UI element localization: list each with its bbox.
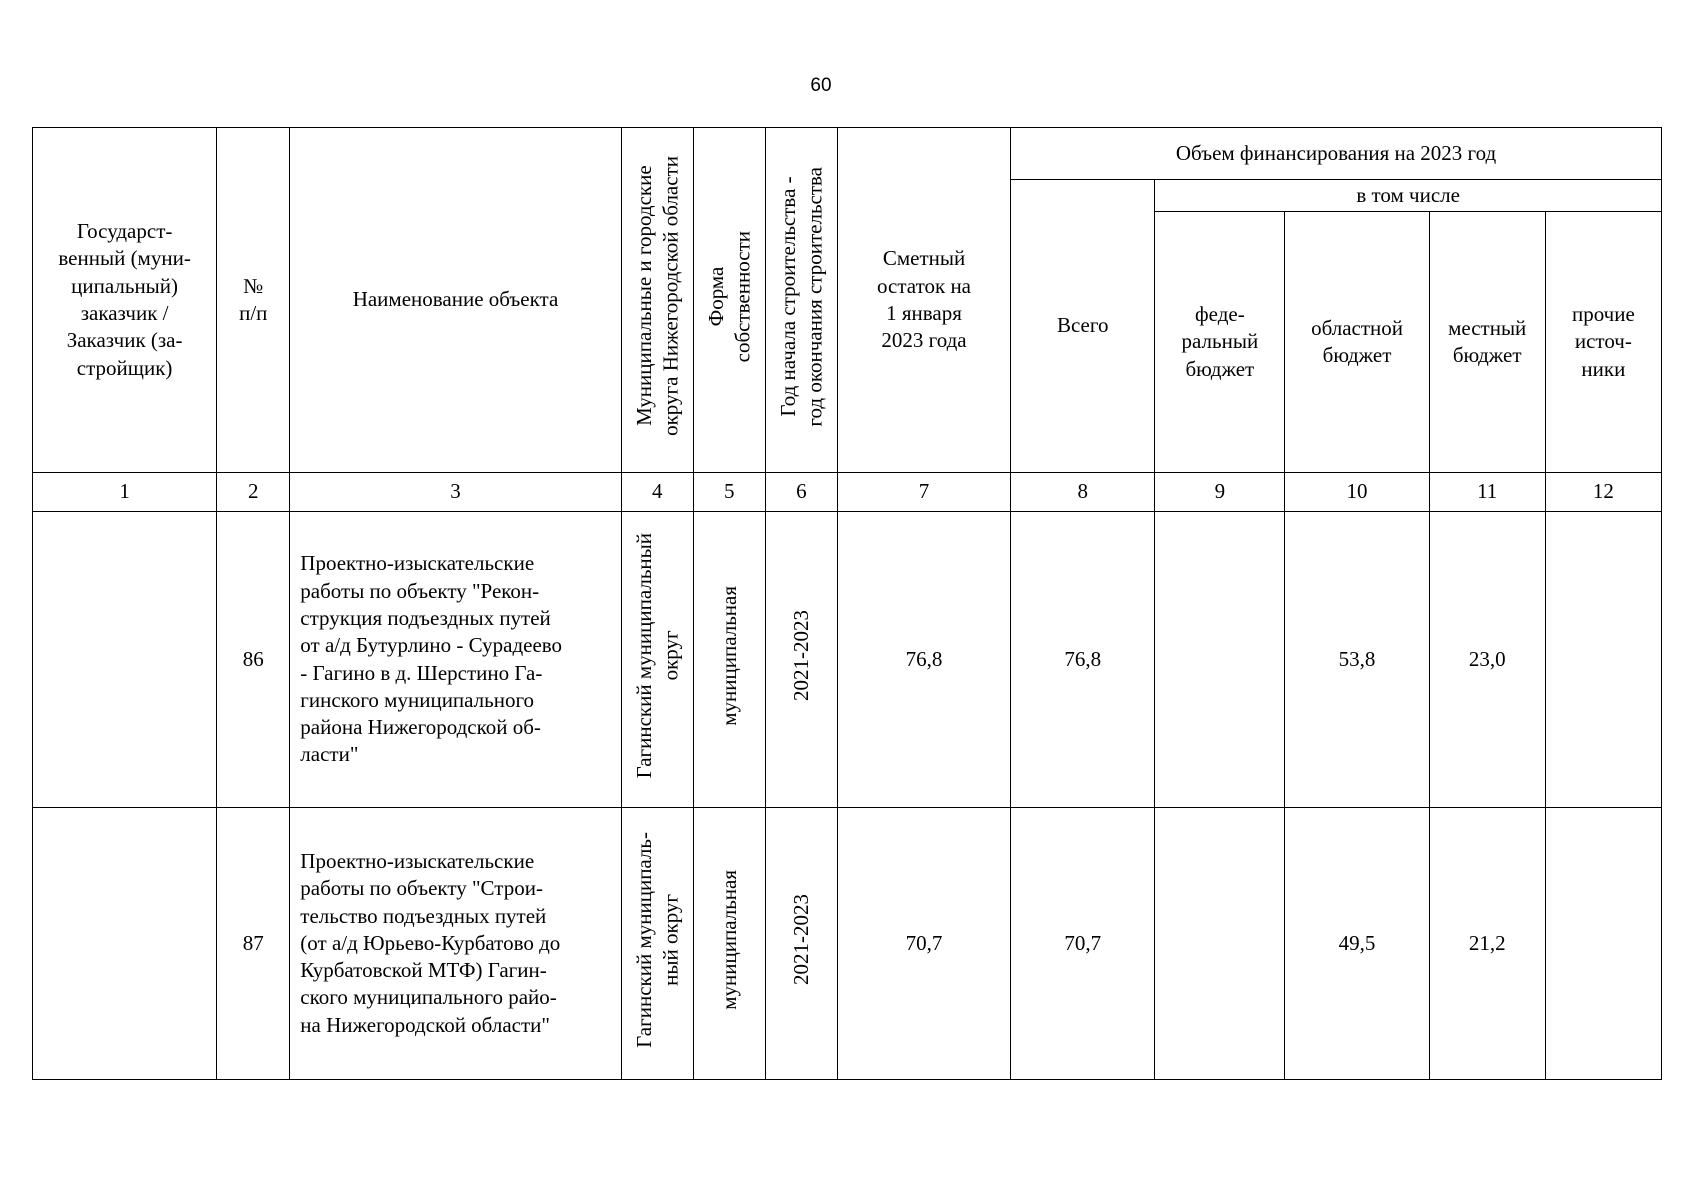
header-local: местный бюджет bbox=[1429, 212, 1545, 473]
cell-years: 2021-2023 bbox=[765, 512, 837, 808]
financing-table bbox=[32, 127, 1662, 1080]
header-num: № п/п bbox=[217, 128, 290, 473]
cell-federal bbox=[1155, 808, 1285, 1080]
column-number: 6 bbox=[765, 473, 837, 512]
header-total: Всего bbox=[1011, 180, 1155, 473]
header-other: прочие источ- ники bbox=[1545, 212, 1661, 473]
column-number: 10 bbox=[1285, 473, 1429, 512]
cell-local: 21,2 bbox=[1429, 808, 1545, 1080]
cell-regional: 49,5 bbox=[1285, 808, 1429, 1080]
column-number: 5 bbox=[693, 473, 765, 512]
column-number: 9 bbox=[1155, 473, 1285, 512]
header-customer: Государст- венный (муни- ципальный) заказчик / Заказчик (за- стройщик) bbox=[33, 128, 217, 473]
cell-num: 87 bbox=[217, 808, 290, 1080]
column-number-row bbox=[33, 473, 1662, 512]
header-federal: феде- ральный бюджет bbox=[1155, 212, 1285, 473]
cell-regional: 53,8 bbox=[1285, 512, 1429, 808]
cell-municipality: Гагинский муниципальный округ bbox=[621, 512, 693, 808]
cell-customer bbox=[33, 808, 217, 1080]
header-object-name: Наименование объекта bbox=[290, 128, 621, 473]
header-including: в том числе bbox=[1155, 180, 1662, 212]
cell-estimate-balance: 76,8 bbox=[837, 512, 1010, 808]
column-number: 11 bbox=[1429, 473, 1545, 512]
header-regional: областной бюджет bbox=[1285, 212, 1429, 473]
header-ownership: Форма собственности bbox=[693, 128, 765, 473]
cell-object-name: Проектно-изыскательские работы по объекту "Рекон- струкция подъездных путей от а/д Бутурлино - Сурадеево - Гагино в д. Шерстино Га- гинского муниципального района Нижегородской об- ласти" bbox=[290, 512, 621, 808]
cell-local: 23,0 bbox=[1429, 512, 1545, 808]
column-number: 7 bbox=[837, 473, 1010, 512]
header-years: Год начала строительства - год окончания строительства bbox=[765, 128, 837, 473]
cell-other bbox=[1545, 808, 1661, 1080]
header-row-1 bbox=[33, 128, 1662, 180]
cell-years: 2021-2023 bbox=[765, 808, 837, 1080]
cell-total: 70,7 bbox=[1011, 808, 1155, 1080]
cell-ownership: муниципальная bbox=[693, 512, 765, 808]
page-number: 60 bbox=[810, 75, 832, 96]
column-number: 4 bbox=[621, 473, 693, 512]
cell-municipality: Гагинский муниципаль- ный округ bbox=[621, 808, 693, 1080]
column-number: 2 bbox=[217, 473, 290, 512]
column-number: 12 bbox=[1545, 473, 1661, 512]
cell-ownership: муниципальная bbox=[693, 808, 765, 1080]
cell-federal bbox=[1155, 512, 1285, 808]
column-number: 8 bbox=[1011, 473, 1155, 512]
cell-object-name: Проектно-изыскательские работы по объекту "Строи- тельство подъездных путей (от а/д Юрьево-Курбатово до Курбатовской МТФ) Гагин- ского муниципального райо- на Нижегородской области" bbox=[290, 808, 621, 1080]
cell-num: 86 bbox=[217, 512, 290, 808]
column-number: 3 bbox=[290, 473, 621, 512]
cell-estimate-balance: 70,7 bbox=[837, 808, 1010, 1080]
header-estimate-balance: Сметный остаток на 1 января 2023 года bbox=[837, 128, 1010, 473]
header-municipality: Муниципальные и городские округа Нижегородской области bbox=[621, 128, 693, 473]
header-financing: Объем финансирования на 2023 год bbox=[1011, 128, 1662, 180]
column-number: 1 bbox=[33, 473, 217, 512]
cell-total: 76,8 bbox=[1011, 512, 1155, 808]
table-row bbox=[33, 512, 1662, 808]
table-row bbox=[33, 808, 1662, 1080]
cell-other bbox=[1545, 512, 1661, 808]
cell-customer bbox=[33, 512, 217, 808]
